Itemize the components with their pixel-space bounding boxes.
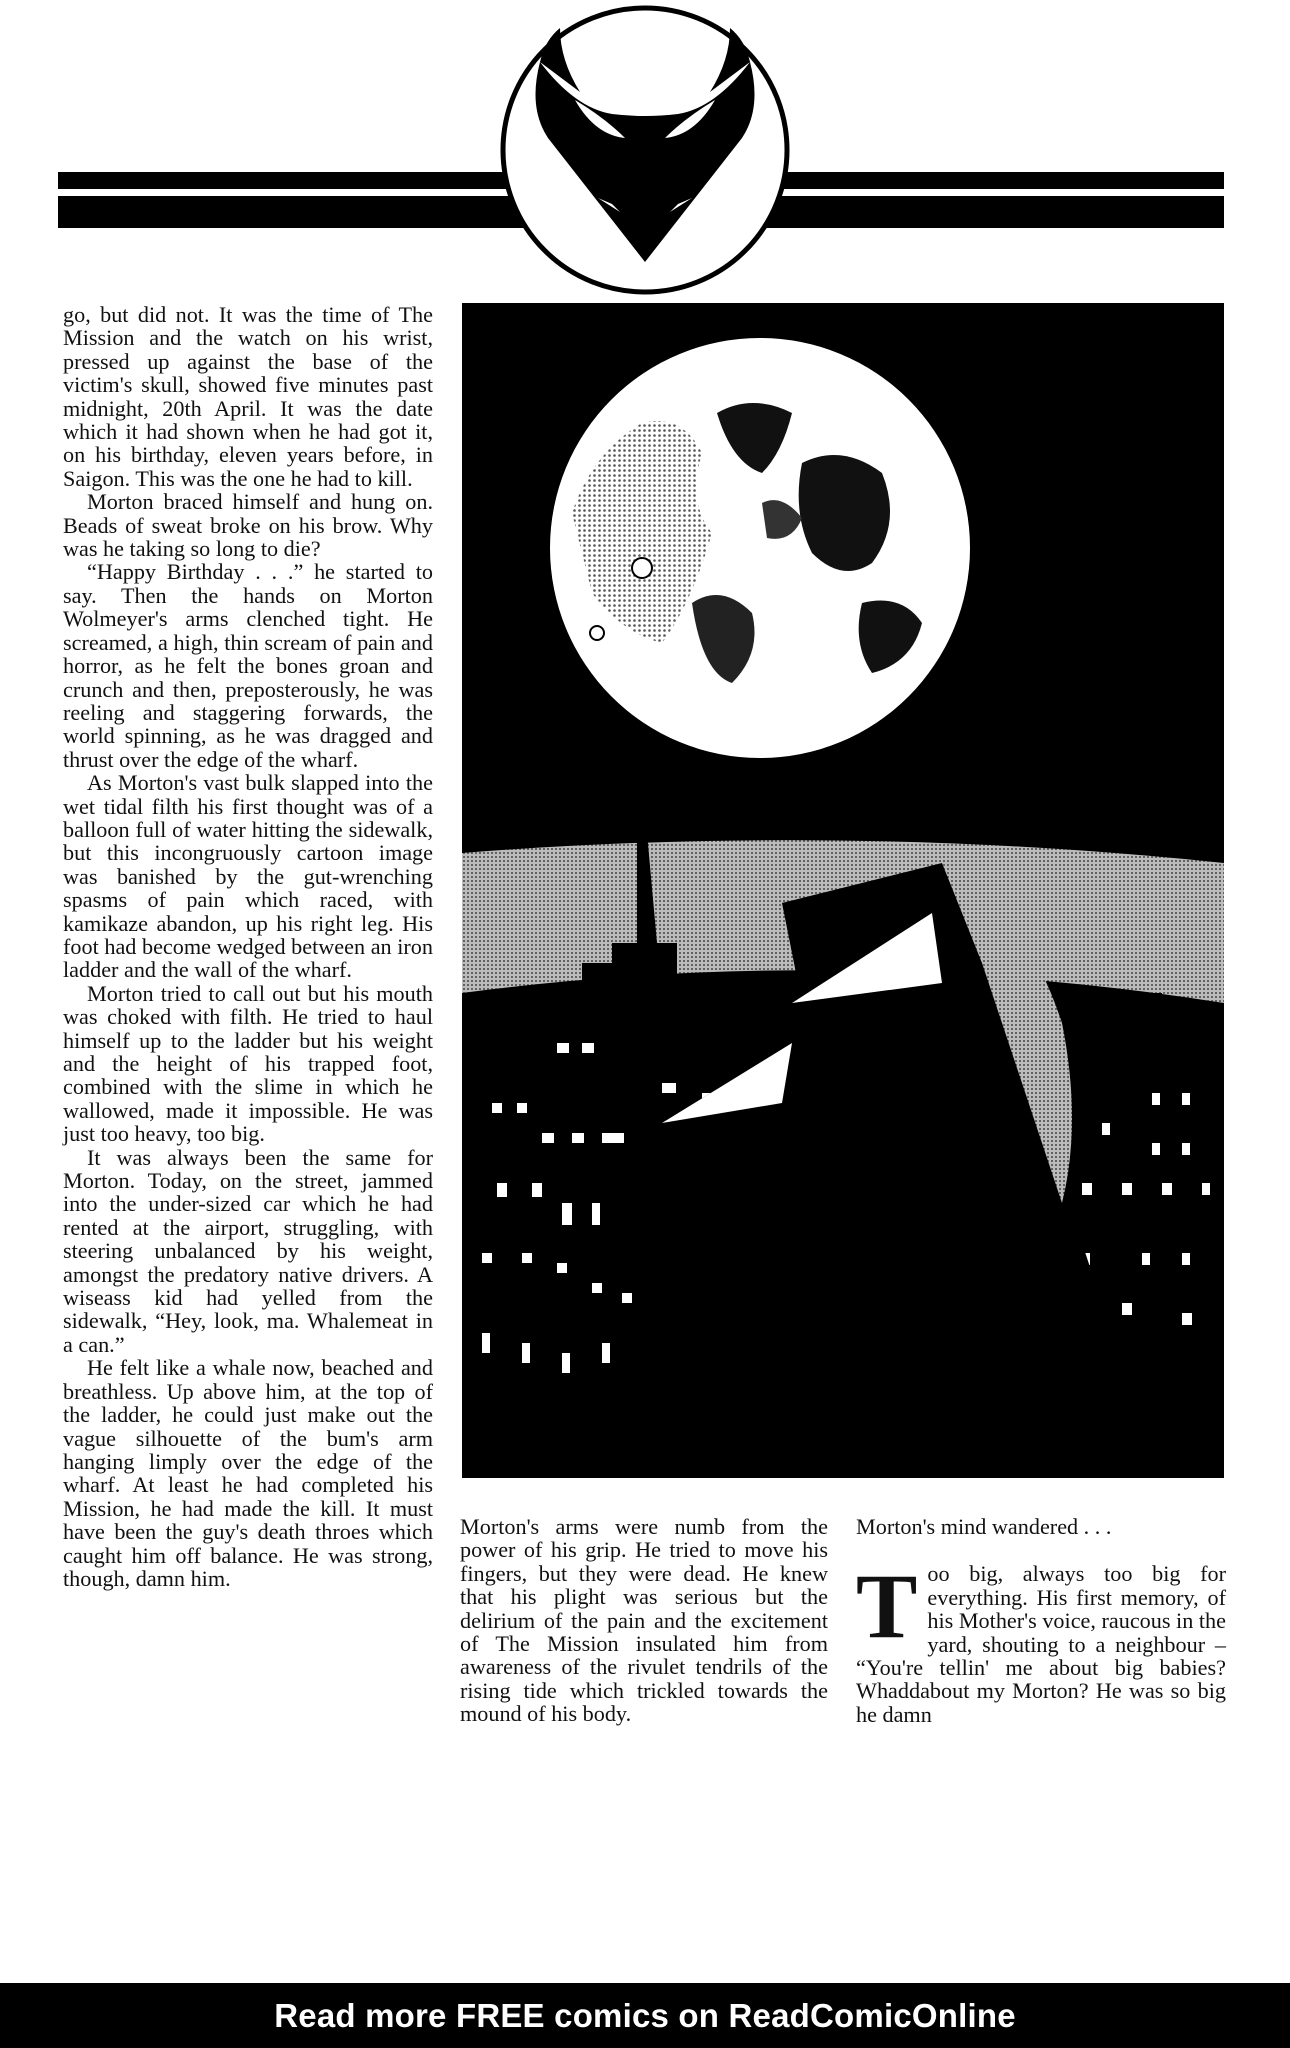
paragraph-with-dropcap	[856, 1555, 1226, 1727]
paragraph: It was always been the same for Morton. Today, on the street, jammed into the under-sized car which he had rented at the airport, struggling, with steering unbalanced by his weight, amongst the predatory native drivers. A wiseass kid had yelled from the sidewalk, “Hey, look, ma. Whalemeat in a can.”	[63, 1144, 433, 1357]
paragraph-text: oo big, always too big for everything. His first memory, of his Mother's voice, raucous in the yard, shouting to a neighbour – “You're tellin' me about big babies? Whaddabout my Morton? He was so big he damn	[856, 1561, 1226, 1727]
paragraph: Morton's arms were numb from the power of his grip. He tried to move his fingers, but they were dead. He knew that his plight was serious but the delirium of the pain and the excitement of The Mission insulated him from awareness of the rivulet tendrils of the rising tide which trickled towards the mound of his body.	[460, 1514, 828, 1727]
demon-face-emblem-icon	[0, 0, 1290, 300]
header-emblem	[0, 0, 1290, 300]
footer-link-text[interactable]: Read more FREE comics on ReadComicOnline	[274, 1996, 1016, 2034]
paragraph: Morton tried to call out but his mouth was choked with filth. He tried to haul himself up to the ladder but his weight and the height of his trapped foot, combined with the slime in which he wallowed, made it impossible. He was just too heavy, too big.	[63, 980, 433, 1147]
paragraph: Morton braced himself and hung on. Beads of sweat broke on his brow. Why was he taking so long to die?	[63, 489, 433, 562]
moonlit-city-silhouette-illustration	[462, 303, 1224, 1478]
story-column-right	[856, 1515, 1226, 1726]
paragraph: Morton's mind wandered . . .	[856, 1514, 1112, 1539]
drop-cap: T	[856, 1555, 918, 1658]
story-column-middle	[460, 1515, 828, 1726]
paragraph: He felt like a whale now, beached and breathless. Up above him, at the top of the ladder, he could just make out the vague silhouette of the bum's arm hanging limply over the edge of the wharf. At least he had completed his Mission, he had made the kill. It must have been the guy's death throes which caught him off balance. He was strong, though, damn him.	[63, 1355, 433, 1591]
paragraph: go, but did not. It was the time of The Mission and the watch on his wrist, pressed up against the base of the victim's skull, showed five minutes past midnight, 20th April. It was the date which it had shown when he had got it, on his birthday, eleven years before, in Saigon. This was the one he had to kill.	[63, 302, 433, 491]
paragraph: As Morton's vast bulk slapped into the wet tidal filth his first thought was of a balloon full of water hitting the sidewalk, but this incongruously cartoon image was banished by the gut-wrenching spasms of pain which raced, with kamikaze abandon, up his right leg. His foot had become wedged between an iron ladder and the wall of the wharf.	[63, 770, 433, 983]
story-column-left	[63, 303, 433, 1590]
paragraph: “Happy Birthday . . .” he started to say. Then the hands on Morton Wolmeyer's arms clenched tight. He screamed, a high, thin scream of pain and horror, as he felt the bones groan and crunch and then, preposterously, he was reeling and staggering forwards, the world spinning, as he was dragged and thrust over the edge of the wharf.	[63, 559, 433, 772]
footer-banner[interactable]	[0, 1983, 1290, 2048]
